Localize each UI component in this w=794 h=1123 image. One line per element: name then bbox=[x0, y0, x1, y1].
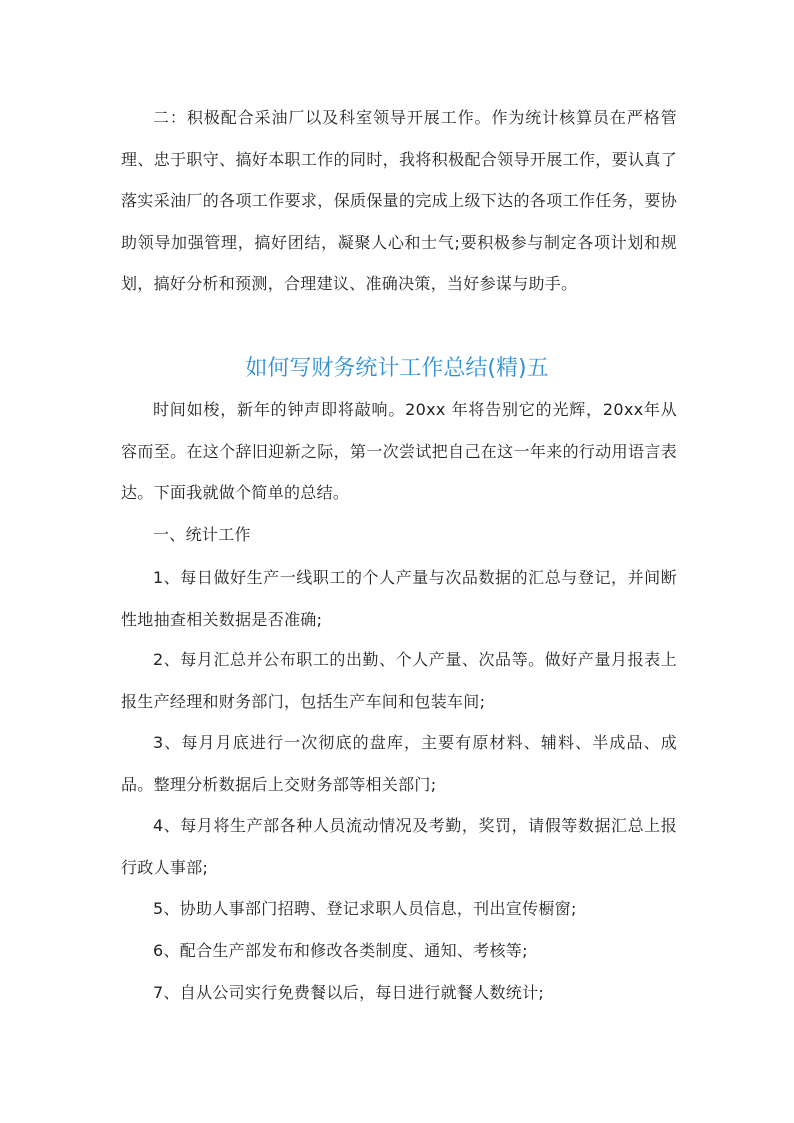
list-item-3: 3、每月月底进行一次彻底的盘库，主要有原材料、辅料、半成品、成品。整理分析数据后上交财务部等相关部门; bbox=[121, 733, 677, 794]
paragraph-intro: 二：积极配合采油厂以及科室领导开展工作。作为统计核算员在严格管理、忠于职守、搞好本职工作的同时，我将积极配合领导开展工作，要认真了落实采油厂的各项工作要求，保质保量的完成上级下达的各项工作任务，要协助领导加强管理，搞好团结，凝聚人心和士气;要积极参与制定各项计划和规划，搞好分析和预测，合理建议、准确决策，当好参谋与助手。 bbox=[121, 108, 677, 293]
list-item-5: 5、协助人事部门招聘、登记求职人员信息，刊出宣传橱窗; bbox=[153, 899, 577, 918]
list-item-1: 1、每日做好生产一线职工的个人产量与次品数据的汇总与登记，并间断性地抽查相关数据是否准确; bbox=[121, 568, 677, 629]
section-title: 一、统计工作 bbox=[153, 525, 251, 544]
list-item-2: 2、每月汇总并公布职工的出勤、个人产量、次品等。做好产量月报表上报生产经理和财务部门，包括生产车间和包装车间; bbox=[121, 650, 677, 711]
list-item-6: 6、配合生产部发布和修改各类制度、通知、考核等; bbox=[153, 941, 528, 960]
list-item-4: 4、每月将生产部各种人员流动情况及考勤，奖罚，请假等数据汇总上报行政人事部; bbox=[121, 816, 677, 877]
section-heading: 如何写财务统计工作总结(精)五 bbox=[245, 356, 549, 381]
list-item-7: 7、自从公司实行免费餐以后，每日进行就餐人数统计; bbox=[153, 983, 545, 1002]
paragraph-opening: 时间如梭，新年的钟声即将敲响。20xx 年将告别它的光辉，20xx年从容而至。在这个辞旧迎新之际，第一次尝试把自己在这一年来的行动用语言表达。下面我就做个简单的总结。 bbox=[121, 400, 677, 502]
